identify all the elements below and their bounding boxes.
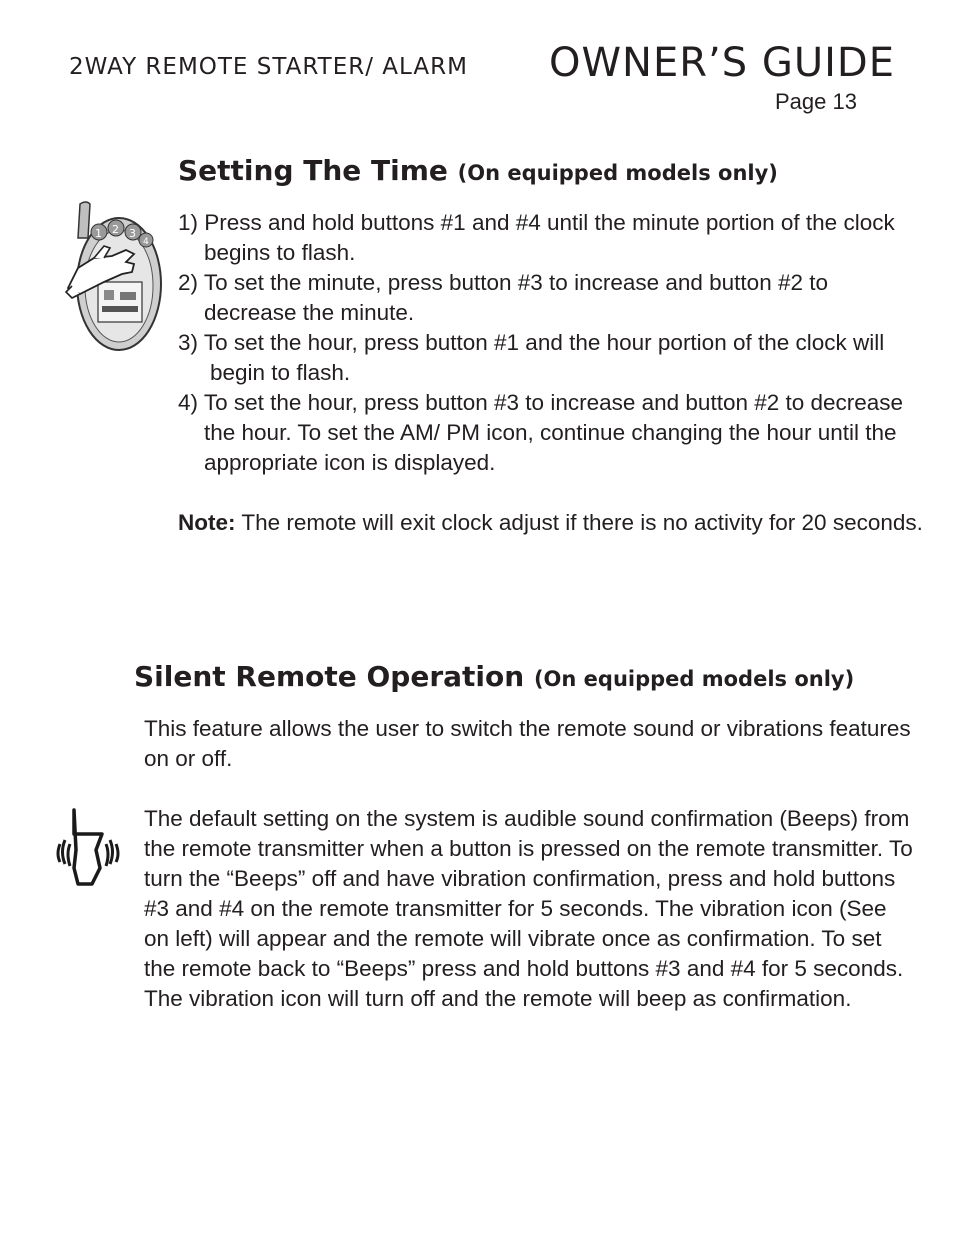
section-qualifier: (On equipped models only) bbox=[533, 667, 855, 691]
section-title-setting-time bbox=[178, 154, 778, 187]
silent-detail-paragraph: The default setting on the system is audible sound confirmation (Beeps) from the remote transmitter when a button is pressed on the remote transmitter. To turn the “Beeps” off and have vibration confirmation, press and hold buttons #3 and #4 on the remote transmitter for 5 seconds. The vibration icon (See on left) will appear and the remote will vibrate once as confirmation. To set the remote back to “Beeps” press and hold buttons #3 and #4 for 5 seconds. The vibration icon will turn off and the remote will beep as confirmation. bbox=[144, 806, 913, 1011]
svg-text:2: 2 bbox=[112, 223, 119, 236]
silent-intro-paragraph: This feature allows the user to switch the remote sound or vibrations features on or off. bbox=[144, 716, 911, 771]
page-number: Page 13 bbox=[775, 89, 857, 114]
section-title-text: Setting The Time bbox=[178, 154, 448, 187]
svg-text:1: 1 bbox=[95, 227, 102, 240]
note bbox=[178, 508, 948, 538]
svg-text:3: 3 bbox=[129, 227, 136, 240]
note-label: Note: bbox=[178, 510, 236, 535]
document-title: OWNER’S GUIDE bbox=[549, 40, 895, 86]
section-title-text: Silent Remote Operation bbox=[134, 660, 525, 693]
setting-time-steps bbox=[178, 208, 908, 478]
note-text: The remote will exit clock adjust if there is no activity for 20 seconds. bbox=[235, 510, 923, 535]
vibration-icon bbox=[56, 806, 126, 886]
svg-text:4: 4 bbox=[143, 237, 149, 247]
section-qualifier: (On equipped models only) bbox=[457, 161, 778, 185]
document-subtitle: 2WAY REMOTE STARTER/ ALARM bbox=[69, 54, 468, 80]
remote-with-hand-icon bbox=[64, 198, 164, 354]
step-2: 2) To set the minute, press button #3 to increase and button #2 to decrease the minute. bbox=[178, 270, 829, 325]
section-title-silent-remote bbox=[134, 660, 854, 693]
step-3: 3) To set the hour, press button #1 and the hour portion of the clock will begin to flash. bbox=[178, 330, 885, 385]
step-4: 4) To set the hour, press button #3 to increase and button #2 to decrease the hour. To set the AM/ PM icon, continue changing the hour until the appropriate icon is displayed. bbox=[178, 390, 904, 475]
step-1: 1) Press and hold buttons #1 and #4 until the minute portion of the clock begins to flash. bbox=[178, 210, 895, 265]
